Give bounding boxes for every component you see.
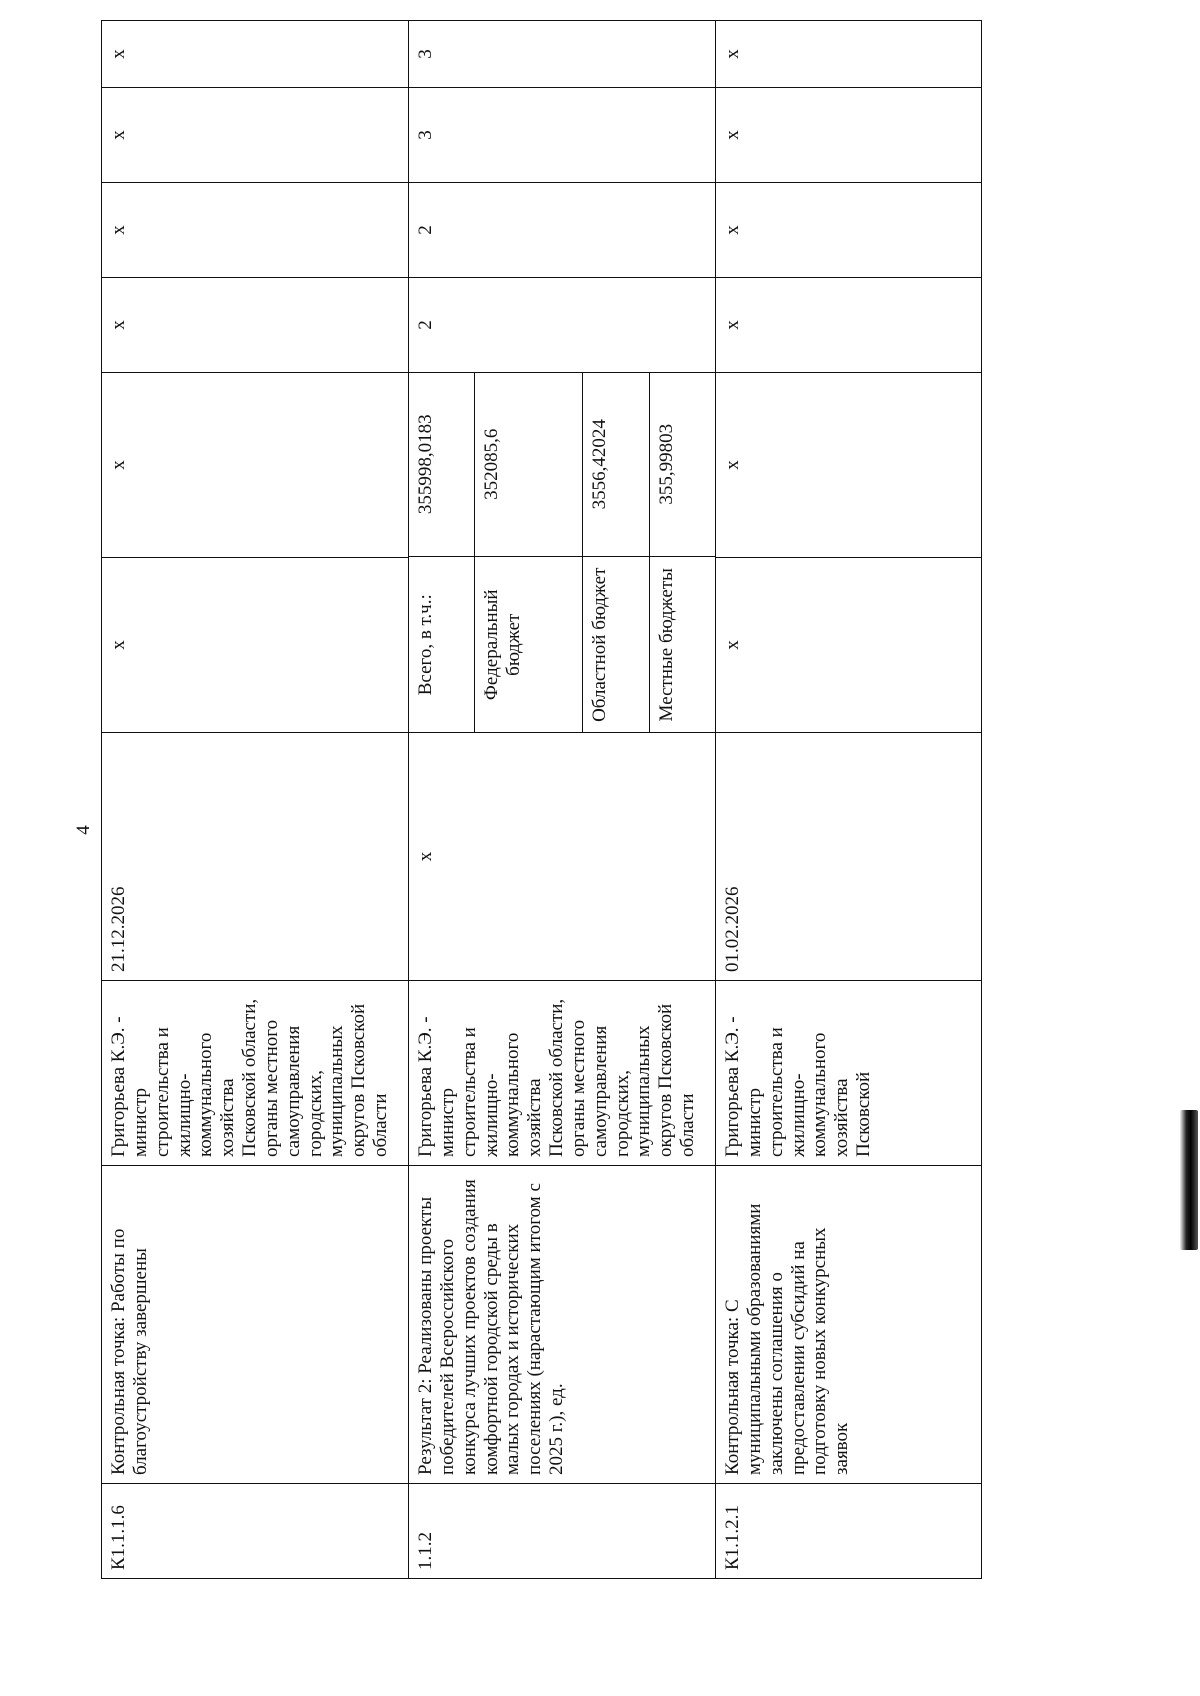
- rotated-table-wrapper: [101, 21, 981, 1579]
- funding-amount: 355,99803: [655, 423, 677, 505]
- cell-value-3: 3: [409, 88, 716, 183]
- page-number: 4: [73, 825, 94, 835]
- cell-funding-amount: х: [102, 373, 409, 558]
- cell-funding-breakdown: [409, 373, 716, 733]
- table-row: [102, 21, 409, 1579]
- cell-value-1: х: [716, 278, 982, 373]
- cell-date: 21.12.2026: [102, 733, 409, 981]
- cell-value-1: 2: [409, 278, 716, 373]
- cell-responsible: Григорьева К.Э. - министр строительства и жилищно-коммунального хозяйства Псковской области, органы местного самоуправления городских, муниципальных округов Псковской области: [102, 981, 409, 1166]
- funding-source: Федеральный бюджет: [475, 557, 583, 732]
- funding-amount: 352085,6: [475, 372, 583, 557]
- cell-responsible: Григорьева К.Э. - министр строительства и жилищно-коммунального хозяйства Псковской области, органы местного самоуправления городских, муниципальных округов Псковской области: [409, 981, 716, 1166]
- cell-date: 01.02.2026: [716, 733, 982, 981]
- funding-source: Всего, в т.ч.:: [409, 557, 475, 732]
- cell-value-4: х: [716, 21, 982, 88]
- funding-row: [475, 372, 583, 732]
- cell-date: х: [409, 733, 716, 981]
- scan-artifact: [1180, 1110, 1198, 1250]
- cell-code: 1.1.2: [409, 1484, 716, 1579]
- cell-value-4: х: [102, 21, 409, 88]
- cell-value-4: 3: [409, 21, 716, 88]
- table-row: [716, 21, 982, 1579]
- funding-subtable: [409, 372, 715, 732]
- cell-funding-amount: х: [716, 373, 982, 558]
- funding-amount: 355998,0183: [409, 372, 475, 557]
- funding-row: [409, 372, 475, 732]
- cell-code: К1.1.1.6: [102, 1484, 409, 1579]
- cell-name: Контрольная точка: Работы по благоустройству завершены: [102, 1166, 409, 1484]
- cell-value-2: 2: [409, 183, 716, 278]
- cell-value-3: х: [102, 88, 409, 183]
- cell-name: Контрольная точка: С муниципальными образованиями заключены соглашения о предоставлении субсидий на подготовку новых конкурсных заявок: [716, 1166, 982, 1484]
- funding-row: [583, 372, 650, 732]
- funding-source: Местные бюджеты: [649, 557, 715, 732]
- cell-name: Результат 2: Реализованы проекты победителей Всероссийского конкурса лучших проектов создания комфортной городской среды в малых городах и исторических поселениях (нарастающим итогом с 2025 г.), ед.: [409, 1166, 716, 1484]
- cell-value-1: х: [102, 278, 409, 373]
- plan-table: [101, 20, 982, 1579]
- table-row: [409, 21, 716, 1579]
- funding-amount: 3556,42024: [583, 372, 650, 557]
- cell-code: К1.1.2.1: [716, 1484, 982, 1579]
- cell-value-2: х: [716, 183, 982, 278]
- cell-funding-source: х: [716, 558, 982, 733]
- cell-value-3: х: [716, 88, 982, 183]
- funding-source: Областной бюджет: [583, 557, 650, 732]
- cell-funding-source: х: [102, 558, 409, 733]
- funding-row: [649, 372, 715, 732]
- cell-value-2: х: [102, 183, 409, 278]
- cell-responsible: Григорьева К.Э. - министр строительства и жилищно-коммунального хозяйства Псковской: [716, 981, 982, 1166]
